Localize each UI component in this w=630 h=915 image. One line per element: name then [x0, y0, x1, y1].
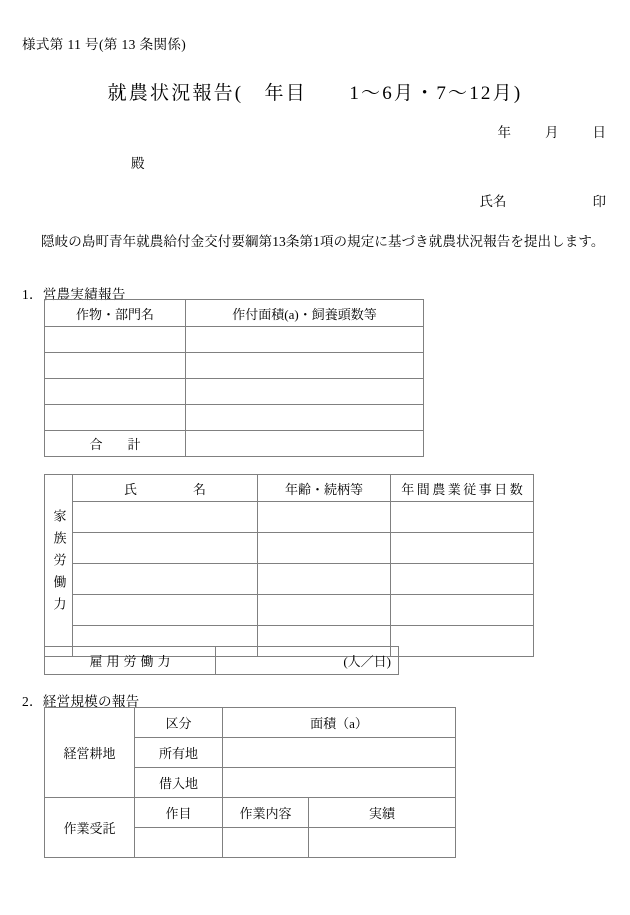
- family-annual-days-header: 年間農業従事日数: [391, 475, 534, 502]
- table-row: [45, 405, 424, 431]
- date-line: [498, 121, 607, 141]
- signature-line: [480, 190, 607, 210]
- crop-total-value[interactable]: [186, 431, 424, 457]
- contract-result-cell[interactable]: [309, 828, 456, 858]
- table-header-row: [45, 300, 424, 327]
- crop-total-label: 合 計: [45, 431, 186, 457]
- family-name-header: 氏 名: [73, 475, 258, 502]
- crop-name-cell[interactable]: [45, 405, 186, 431]
- family-age-relation-cell[interactable]: [258, 502, 391, 533]
- contract-crop-cell[interactable]: [135, 828, 223, 858]
- crop-area-cell[interactable]: [186, 405, 424, 431]
- table-header-row: [45, 798, 456, 828]
- family-labour-vertical-label: [45, 475, 73, 657]
- family-labour-table: [44, 474, 534, 657]
- date-day-label: 日: [592, 125, 606, 140]
- farmland-rented-label: 借入地: [135, 768, 223, 798]
- hired-labour-label: 雇用労働力: [45, 647, 216, 675]
- crop-name-cell[interactable]: [45, 353, 186, 379]
- family-annual-days-cell[interactable]: [391, 626, 534, 657]
- table-row: [45, 533, 534, 564]
- family-annual-days-cell[interactable]: [391, 533, 534, 564]
- table-total-row: [45, 431, 424, 457]
- intro-paragraph: 隠岐の島町青年就農給付金交付要綱第13条第1項の規定に基づき就農状況報告を提出します。: [41, 234, 605, 249]
- contract-content-header: 作業内容: [223, 798, 309, 828]
- table-row: [45, 564, 534, 595]
- farmland-owned-area-cell[interactable]: [223, 738, 456, 768]
- farmland-area-header: 面積（a）: [223, 708, 456, 738]
- section-1-heading: 1．営農実績報告: [22, 287, 126, 302]
- contract-content-cell[interactable]: [223, 828, 309, 858]
- family-annual-days-cell[interactable]: [391, 595, 534, 626]
- family-age-relation-cell[interactable]: [258, 564, 391, 595]
- family-age-relation-header: 年齢・続柄等: [258, 475, 391, 502]
- crop-name-cell[interactable]: [45, 379, 186, 405]
- table-row: [45, 327, 424, 353]
- hired-labour-unit[interactable]: (人／日): [216, 647, 399, 675]
- family-name-cell[interactable]: [73, 533, 258, 564]
- date-month-label: 月: [545, 125, 559, 140]
- farmland-owned-label: 所有地: [135, 738, 223, 768]
- contract-result-header: 実績: [309, 798, 456, 828]
- crop-name-header: 作物・部門名: [45, 300, 186, 327]
- management-scale-table: [44, 707, 456, 858]
- contract-crop-header: 作目: [135, 798, 223, 828]
- family-name-cell[interactable]: [73, 564, 258, 595]
- family-labour-vertical-label-text: 家族労働力: [51, 508, 67, 619]
- table-header-row: [45, 475, 534, 502]
- hired-labour-table: [44, 646, 399, 675]
- crop-results-table: [44, 299, 424, 457]
- table-row: [45, 595, 534, 626]
- farmland-category-header: 区分: [135, 708, 223, 738]
- family-name-cell[interactable]: [73, 502, 258, 533]
- table-row: [45, 502, 534, 533]
- table-row: [45, 647, 399, 675]
- page-title: 就農状況報告( 年目 1〜6月・7〜12月): [107, 83, 523, 104]
- table-row: [45, 379, 424, 405]
- crop-area-header: 作付面積(a)・飼養頭数等: [186, 300, 424, 327]
- family-age-relation-cell[interactable]: [258, 533, 391, 564]
- section-2-heading: 2．経営規模の報告: [22, 694, 140, 709]
- farmland-rented-area-cell[interactable]: [223, 768, 456, 798]
- family-age-relation-cell[interactable]: [258, 595, 391, 626]
- farmland-row-label: 経営耕地: [45, 708, 135, 798]
- crop-area-cell[interactable]: [186, 327, 424, 353]
- family-name-cell[interactable]: [73, 595, 258, 626]
- form-number: 様式第 11 号(第 13 条関係): [22, 37, 187, 52]
- table-header-row: [45, 708, 456, 738]
- addressee-label: 殿: [131, 156, 145, 171]
- table-row: [45, 353, 424, 379]
- family-annual-days-cell[interactable]: [391, 502, 534, 533]
- crop-area-cell[interactable]: [186, 353, 424, 379]
- name-label: 氏名: [479, 194, 507, 209]
- crop-area-cell[interactable]: [186, 379, 424, 405]
- crop-name-cell[interactable]: [45, 327, 186, 353]
- contract-work-row-label: 作業受託: [45, 798, 135, 858]
- family-annual-days-cell[interactable]: [391, 564, 534, 595]
- seal-label: 印: [592, 194, 606, 209]
- date-year-label: 年: [497, 125, 511, 140]
